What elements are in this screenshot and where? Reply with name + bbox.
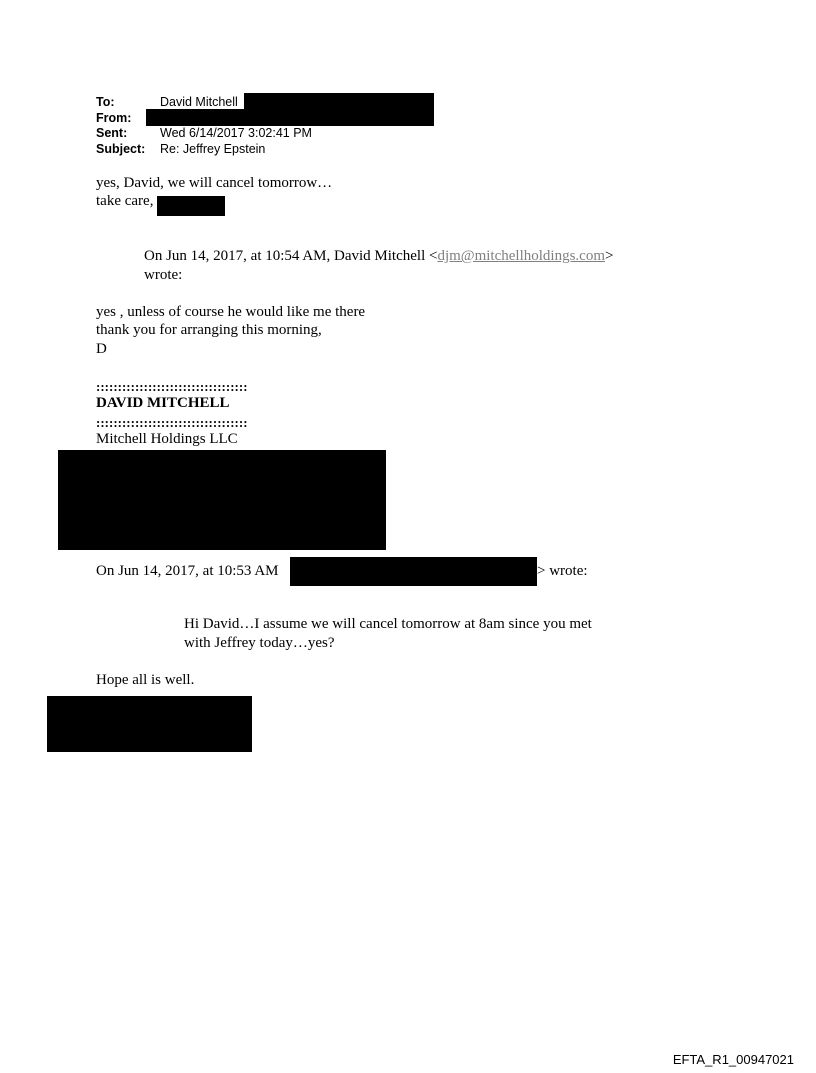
quote1-wrote: wrote: (144, 267, 183, 283)
redaction-box (58, 450, 386, 550)
signature-dots-bottom: ::::::::::::::::::::::::::::::::::: (96, 415, 248, 430)
reply-line-2: take care, (96, 193, 154, 209)
quote1-suffix: > (605, 248, 614, 264)
mitchell-line-3: D (96, 341, 107, 357)
signature-dots-top: ::::::::::::::::::::::::::::::::::: (96, 379, 248, 394)
mitchell-line-1: yes , unless of course he would like me there (96, 304, 366, 320)
quote2-prefix: On Jun 14, 2017, at 10:53 AM (96, 563, 279, 579)
original-line-1: Hi David…I assume we will cancel tomorrow at 8am since you met (184, 616, 592, 632)
quote1-attribution (144, 248, 613, 265)
redaction-box (146, 109, 434, 126)
quote1-prefix: On Jun 14, 2017, at 10:54 AM, David Mitchell < (144, 248, 438, 264)
document-id: EFTA_R1_00947021 (672, 1052, 794, 1067)
email-link[interactable]: djm@mitchellholdings.com (437, 248, 606, 264)
redaction-box (290, 557, 537, 586)
reply-line-1: yes, David, we will cancel tomorrow… (96, 175, 333, 191)
mitchell-line-2: thank you for arranging this morning, (96, 322, 322, 338)
to-value: David Mitchell (160, 95, 238, 109)
from-label: From: (96, 111, 132, 125)
redaction-box (157, 196, 225, 216)
subject-value: Re: Jeffrey Epstein (160, 142, 266, 156)
signature-name: DAVID MITCHELL (96, 395, 230, 411)
subject-label: Subject: (96, 142, 146, 156)
quote2-suffix: > wrote: (537, 563, 588, 579)
sent-value: Wed 6/14/2017 3:02:41 PM (160, 126, 312, 140)
closing-line: Hope all is well. (96, 672, 195, 688)
original-line-2: with Jeffrey today…yes? (184, 635, 335, 651)
signature-company: Mitchell Holdings LLC (96, 431, 238, 447)
redaction-box (47, 696, 252, 752)
sent-label: Sent: (96, 126, 128, 140)
to-label: To: (96, 95, 115, 109)
